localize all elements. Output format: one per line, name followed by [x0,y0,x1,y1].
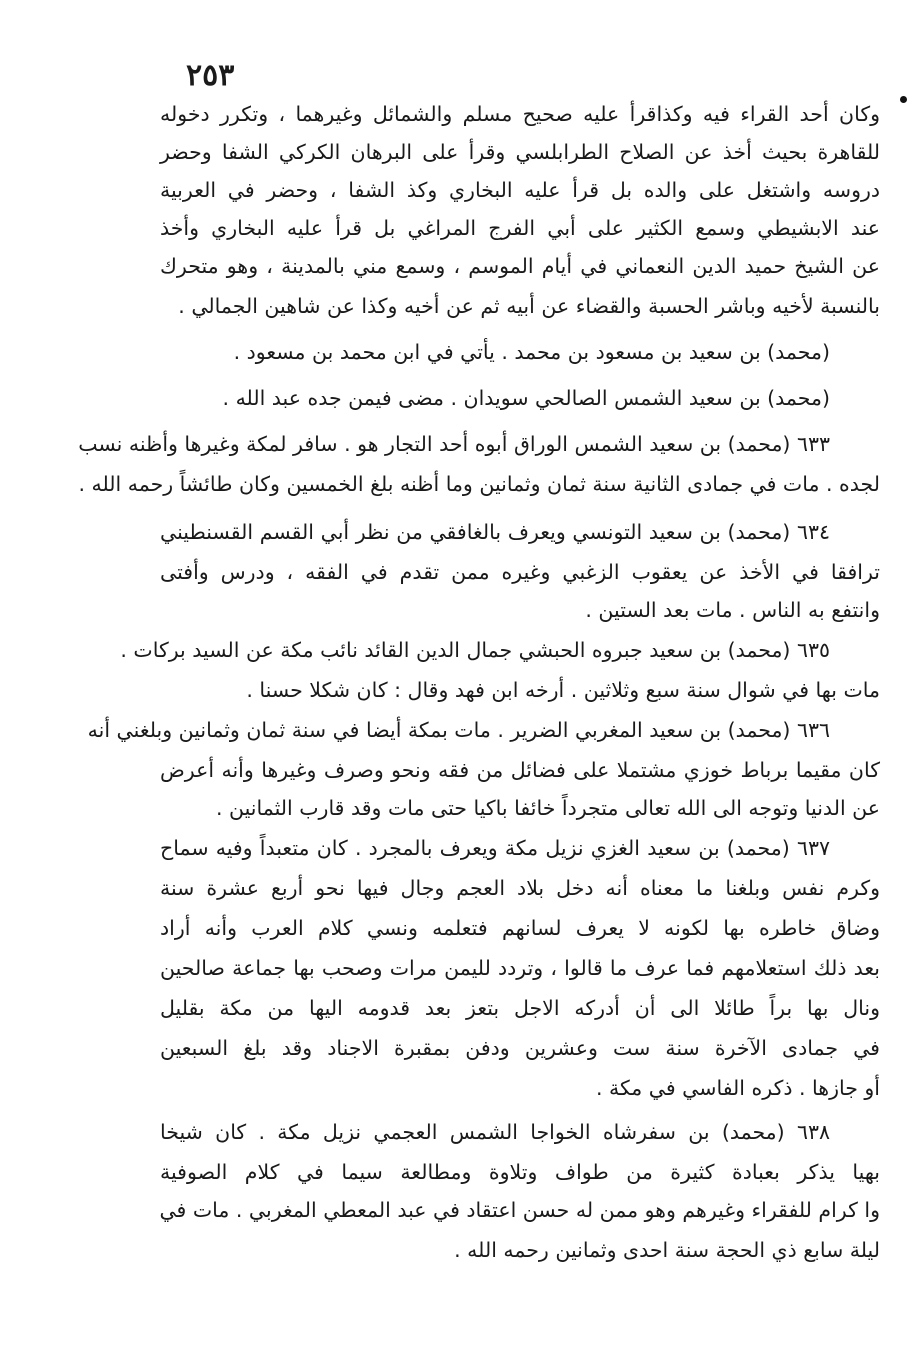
entry-635-start: ٦٣٥ (محمد) بن سعيد جبروه الحبشي جمال الدين القائد نائب مكة عن السيد بركات . [120,638,830,662]
text-line: وكرم نفس وبلغنا ما معناه أنه دخل بلاد العجم وجال فيها نحو أربع عشرة سنة [160,876,880,900]
entry-line: (محمد) بن سعيد بن مسعود بن محمد . يأتي في ابن محمد بن مسعود . [233,340,830,364]
entry-638-start: ٦٣٨ (محمد) بن سفرشاه الخواجا الشمس العجمي نزيل مكة . كان شيخا [160,1120,830,1144]
entry-634-start: ٦٣٤ (محمد) بن سعيد التونسي ويعرف بالغافقي من نظر أبي القسم القسنطيني [160,520,830,544]
text-line: عند الابشيطي وسمع الكثير على أبي الفرج المراغي بل قرأ عليه البخاري وأخذ [160,216,880,240]
margin-dot-mark [900,96,907,103]
text-line: بعد ذلك استعلامهم فما عرف ما قالوا ، وتردد لليمن مرات وصحب بها جماعة صالحين [160,956,880,980]
text-line: لجده . مات في جمادى الثانية سنة ثمان وثمانين وما أظنه بلغ الخمسين وكان طائشاً رحمه الله . [78,472,880,496]
text-line: وا كرام للفقراء وغيرهم وهو ممن له حسن اعتقاد في عبد المعطي المغربي . مات في [159,1198,880,1222]
text-line: عن الشيخ حميد الدين النعماني في أيام الموسم ، وسمع مني بالمدينة ، وهو متحرك [160,254,880,278]
text-line: وانتفع به الناس . مات بعد الستين . [585,598,880,622]
text-line: عن الدنيا وتوجه الى الله تعالى متجرداً خائفا باكيا حتى مات وقد قارب الثمانين . [215,796,880,820]
entry-line: (محمد) بن سعيد الشمس الصالحي سويدان . مضى فيمن جده عبد الله . [222,386,830,410]
text-line: بهيا يذكر بعبادة كثيرة من طواف وتلاوة ومطالعة سيما في كلام الصوفية [160,1160,880,1184]
text-line: في جمادى الآخرة سنة ست وعشرين ودفن بمقبرة الاجناد وقد بلغ السبعين [160,1036,880,1060]
text-line: ونال بها براً طائلا الى أن أدركه الاجل بتعز بعد قدومه اليها من مكة بقليل [160,996,880,1020]
page-number: ٢٥٣ [186,58,235,93]
text-line: بالنسبة لأخيه وباشر الحسبة والقضاء عن أبيه ثم عن أخيه وكذا عن شاهين الجمالي . [178,294,880,318]
text-line: كان مقيما برباط خوزي مشتملا على فضائل من فقه ونحو وصرف وغيرها وأنه أعرض [160,758,880,782]
text-line: وضاق خاطره بها لكونه لا يعرف لسانهم فتعلمه ونسي كلام العرب وأنه أراد [160,916,880,940]
text-line: ليلة سابع ذي الحجة سنة احدى وثمانين رحمه الله . [454,1238,880,1262]
text-line: دروسه واشتغل على والده بل قرأ عليه البخاري وكذ الشفا ، وحضر في العربية [160,178,880,202]
text-line: أو جازها . ذكره الفاسي في مكة . [595,1076,880,1100]
text-line: ترافقا في الأخذ عن يعقوب الزغبي وغيره ممن تقدم في الفقه ، ودرس وأفتى [160,560,880,584]
entry-637-start: ٦٣٧ (محمد) بن سعيد الغزي نزيل مكة ويعرف بالمجرد . كان متعبداً وفيه سماح [160,836,830,860]
text-line: مات بها في شوال سنة سبع وثلاثين . أرخه ابن فهد وقال : كان شكلا حسنا . [246,678,880,702]
entry-633-start: ٦٣٣ (محمد) بن سعيد الشمس الوراق أبوه أحد التجار هو . سافر لمكة وغيرها وأظنه نسب [78,432,830,456]
text-line: للقاهرة بحيث أخذ عن الصلاح الطرابلسي وقرأ على البرهان الكركي الشفا وحضر [160,140,880,164]
text-line: وكان أحد القراء فيه وكذاقرأ عليه صحيح مسلم والشمائل وغيرهما ، وتكرر دخوله [160,102,880,126]
entry-636-start: ٦٣٦ (محمد) بن سعيد المغربي الضرير . مات بمكة أيضا في سنة ثمان وثمانين وبلغني أنه [87,718,830,742]
